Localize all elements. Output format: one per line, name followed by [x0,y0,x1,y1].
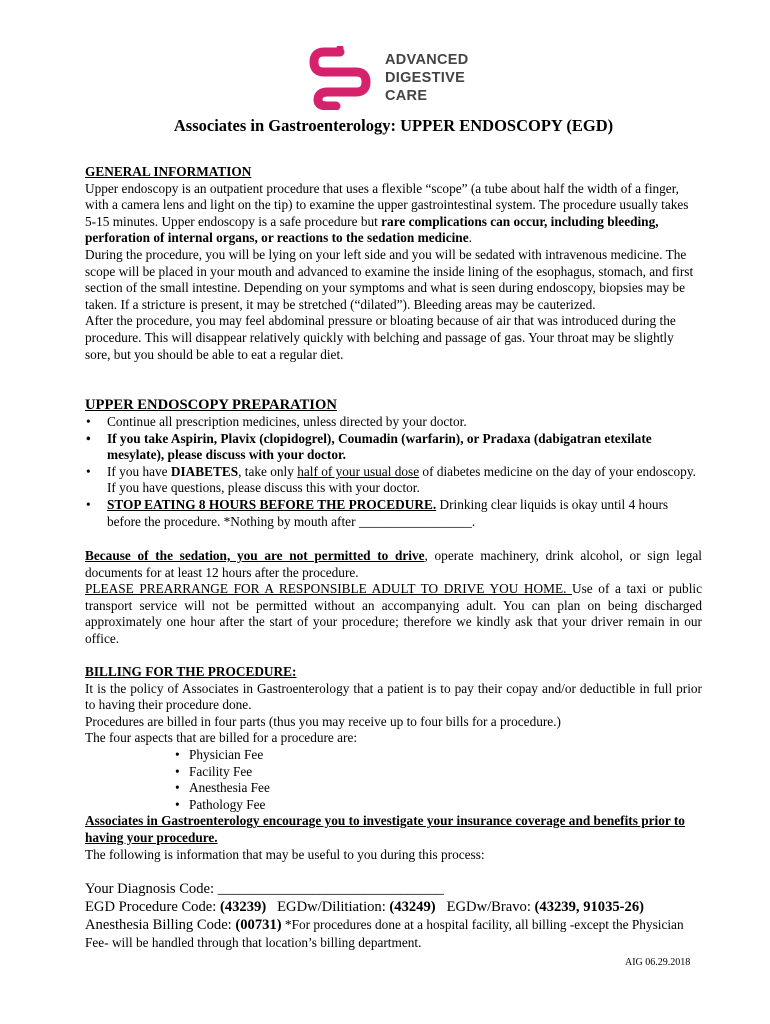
general-p1-end: . [468,230,472,246]
general-paragraph-1 [85,181,702,247]
insurance-encouragement: Associates in Gastroenterology encourage you to investigate your insurance coverage and benefits prior to having your procedure. [85,813,685,845]
list-item: • If you take Aspirin, Plavix (clopidogrel), Coumadin (warfarin), or Pradaxa (dabigatran etexilate mesylate), please discuss with your doctor. [85,431,702,464]
list-item [85,497,702,530]
prearrange-driver-notice: PLEASE PREARRANGE FOR A RESPONSIBLE ADULT TO DRIVE YOU HOME. [85,581,573,597]
egd-code: (43239) [219,899,267,915]
diabetes-text: , take only [238,463,298,479]
diagnosis-code-line: Your Diagnosis Code: _______________________________ [85,881,444,897]
company-logo [306,46,486,110]
sedation-text: , operate machinery, drink alcohol, or sign legal documents for at least 12 hours after the procedure. [85,548,702,580]
fee-item: • Pathology Fee [175,797,702,814]
no-driving-warning: Because of the sedation, you are not permitted to drive [85,548,425,563]
procedure-codes-line [85,898,702,916]
anesthesia-code-line [85,916,702,952]
egd-label: EGD Procedure Code: [85,899,220,915]
billing-heading: BILLING FOR THE PROCEDURE: [85,664,297,679]
billing-paragraph-2: Procedures are billed in four parts (thus you may receive up to four bills for a procedure.) [85,713,561,729]
stop-eating-warning: STOP EATING 8 HOURS BEFORE THE PROCEDURE. [107,496,437,512]
anesthesia-label: Anesthesia Billing Code: [85,917,236,933]
preparation-list [85,414,702,530]
general-paragraph-3: After the procedure, you may feel abdominal pressure or bloating because of air that was introduced during the procedure. This will disappear relatively quickly with belching and passage of gas. Your throat may be slightly sore, but you should be able to eat a regular diet. [85,313,676,362]
bravo-code: (43239, 91035-26) [534,899,644,915]
list-item: • Continue all prescription medicines, unless directed by your doctor. [85,414,702,431]
preparation-heading: UPPER ENDOSCOPY PREPARATION [85,397,337,413]
billing-section [85,664,702,863]
sedation-paragraph-1 [85,548,702,581]
digestive-logo-icon [306,46,376,110]
general-p1-text: Upper endoscopy is an outpatient procedure that uses a flexible “scope” (a tube about half the width of a finger, with a camera lens and light on the tip) to examine the upper gastrointestinal system. The procedure usually takes 5-15 minutes. Upper endoscopy is a safe procedure but [85,180,689,229]
document-title: Associates in Gastroenterology: UPPER ENDOSCOPY (EGD) [173,116,614,135]
diabetes-text: If you have [107,463,171,479]
general-paragraph-2: During the procedure, you will be lying on your left side and you will be sedated with intravenous medicine. The scope will be placed in your mouth and advanced to examine the inside lining of the esophagus, stomach, and first section of the small intestine. Depending on your symptoms and what is seen during endoscopy, biopsies may be taken. If a stricture is present, it may be stretched (“dilated”). Bleeding areas may be cauterized. [85,246,694,312]
diabetes-label: DIABETES [170,463,239,479]
billing-paragraph-4: The following is information that may be useful to you during this process: [85,846,485,862]
fee-item: • Anesthesia Fee [175,780,702,797]
sedation-paragraph-2 [85,581,702,647]
billing-paragraph-1: It is the policy of Associates in Gastroenterology that a patient is to pay their copay and/or deductible in full prior to having their procedure done. [85,680,702,713]
general-heading: GENERAL INFORMATION [85,164,252,179]
half-dose-text: half of your usual dose [297,463,420,479]
anesthesia-note: *For procedures done at a hospital facility, all billing -except the Physician Fee- will be handled through that location’s billing department. [85,917,684,950]
sedation-section [85,548,702,648]
dilitiation-label: EGDw/Dilitiation: [266,899,390,915]
diabetes-text: of diabetes medicine on the day of your endoscopy. If you have questions, please discuss this with your doctor. [107,463,696,496]
logo-line-2: DIGESTIVE [385,70,466,86]
dilitiation-code: (43249) [389,899,436,915]
general-information-section [85,164,702,363]
preparation-section [85,396,702,530]
anesthesia-code: (00731) [235,917,282,933]
logo-text [385,51,469,105]
document-version: AIG 06.29.2018 [625,957,691,968]
driver-text: Use of a taxi or public transport service will not be permitted without an accompanying adult. You can plan on being discharged approximately one hour after the start of your procedure; therefore we kindly ask that your driver remain in our office. [85,581,702,646]
fee-list [85,747,702,813]
clear-liquids-text: Drinking clear liquids is okay until 4 hours before the procedure. *Nothing by mouth after _________________. [107,496,669,529]
complications-warning: rare complications can occur, including bleeding, perforation of internal organs, or reactions to the sedation medicine [85,213,659,246]
billing-paragraph-3: The four aspects that are billed for a procedure are: [85,730,358,746]
codes-section [85,880,702,952]
fee-item: • Facility Fee [175,764,702,781]
logo-line-3: CARE [385,88,428,104]
fee-item: • Physician Fee [175,747,702,764]
list-item [85,464,702,497]
bravo-label: EGDw/Bravo: [435,899,535,915]
logo-line-1: ADVANCED [385,52,469,68]
